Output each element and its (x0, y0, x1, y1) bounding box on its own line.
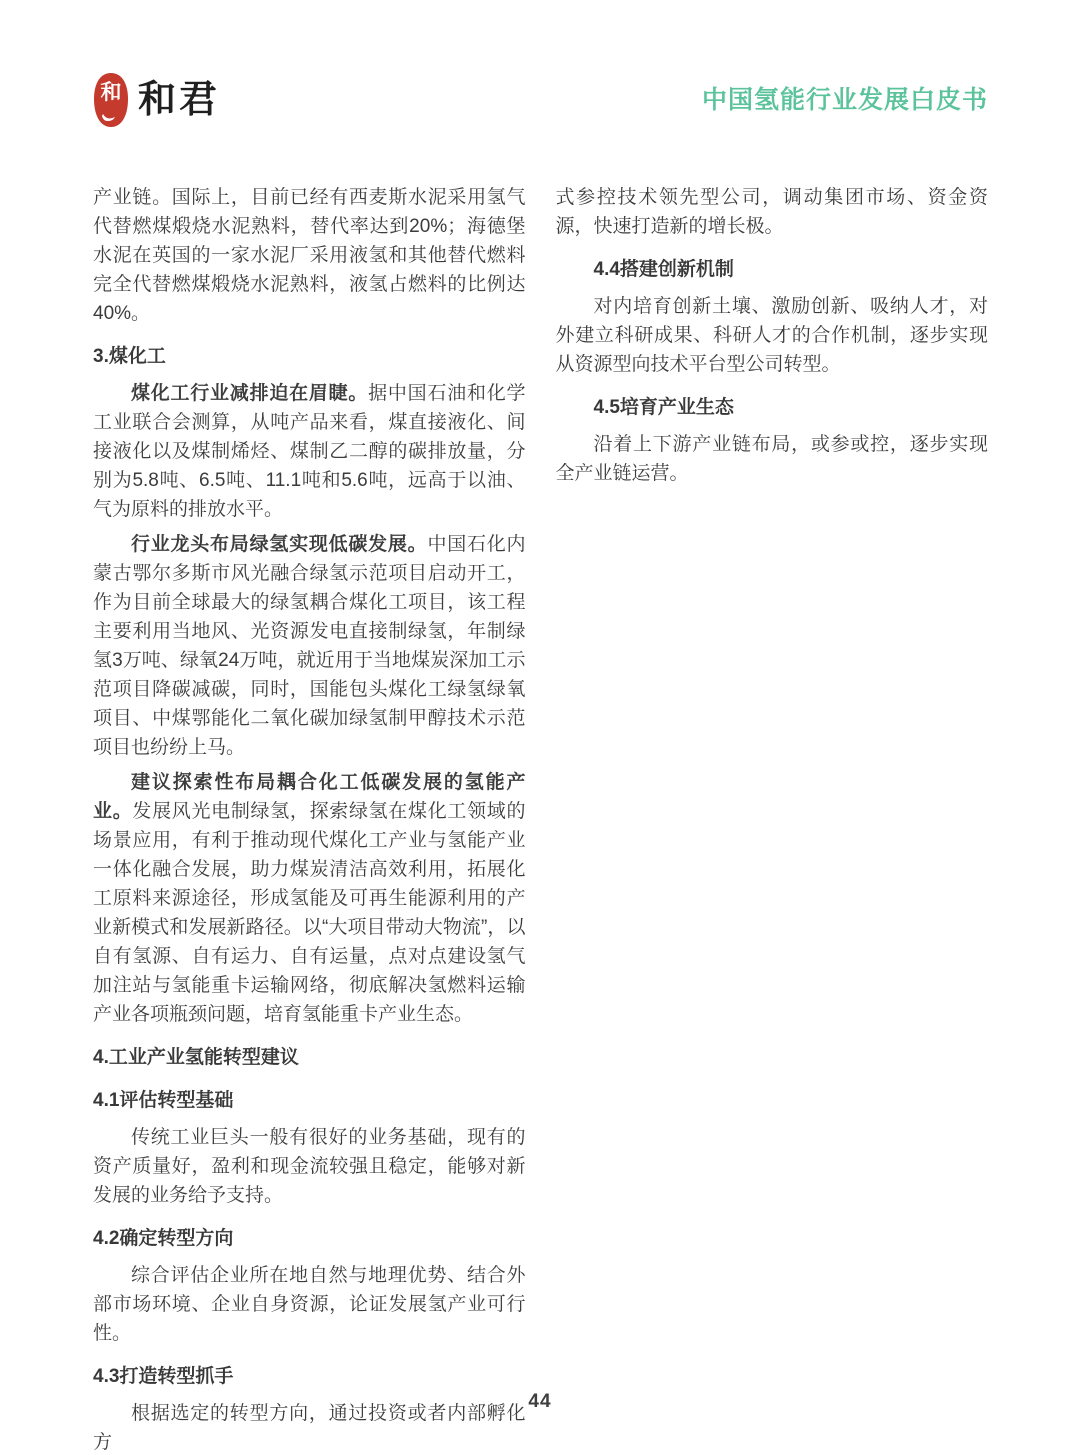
left-column (93, 183, 526, 1455)
section-heading-transition-advice: 4.工业产业氢能转型建议 (93, 1047, 299, 1068)
paragraph (93, 379, 526, 524)
paragraph: 传统工业巨头一般有很好的业务基础，现有的资产质量好，盈利和现金流较强且稳定，能够对新发展的业务给予支持。 (93, 1127, 526, 1206)
paragraph (93, 530, 526, 762)
logo-brand-text: 和君 (138, 79, 221, 121)
section-heading-coal-chemical: 3.煤化工 (93, 346, 166, 367)
section-heading-4-1: 4.1评估转型基础 (93, 1090, 234, 1111)
page-footer (0, 1391, 1080, 1413)
document-title: 中国氢能行业发展白皮书 (701, 85, 988, 114)
seal-character: 和 (100, 81, 122, 104)
page-header (93, 72, 988, 128)
right-column (556, 183, 989, 1455)
paragraph: 综合评估企业所在地自然与地理优势、结合外部市场环境、企业自身资源，论证发展氢产业可行性。 (93, 1265, 526, 1344)
hejun-logo (93, 72, 220, 128)
section-heading-4-4: 4.4搭建创新机制 (593, 259, 734, 280)
content-columns (93, 183, 988, 1455)
paragraph-bold-lead: 行业龙头布局绿氢实现低碳发展。 (131, 534, 428, 555)
paragraph-continuation: 式参控技术领先型公司，调动集团市场、资金资源，快速打造新的增长极。 (555, 187, 988, 237)
paragraph: 根据选定的转型方向，通过投资或者内部孵化方 (93, 1403, 526, 1453)
paragraph-bold-lead: 煤化工行业减排迫在眉睫。 (131, 383, 369, 404)
paragraph-text: 发展风光电制绿氢，探索绿氢在煤化工领域的场景应用，有利于推动现代煤化工产业与氢能产业一体化融合发展，助力煤炭清洁高效利用，拓展化工原料来源途径，形成氢能及可再生能源利用的产业新模式和发展新路径。以“大项目带动大物流”，以自有氢源、自有运力、自有运量，点对点建设氢气加注站与氢能重卡运输网络，彻底解决氢燃料运输产业各项瓶颈问题，培育氢能重卡产业生态。 (93, 801, 526, 1025)
paragraph-text: 据中国石油和化学工业联合会测算，从吨产品来看，煤直接液化、间接液化以及煤制烯烃、煤制乙二醇的碳排放量，分别为5.8吨、6.5吨、11.1吨和5.6吨，远高于以油、气为原料的排放水平。 (93, 383, 526, 520)
paragraph: 沿着上下游产业链布局，或参或控，逐步实现全产业链运营。 (555, 434, 988, 484)
section-heading-4-5: 4.5培育产业生态 (593, 397, 734, 418)
paragraph-bold-lead: 建议探索性布局耦合化工低碳发展的氢能产业。 (93, 772, 526, 822)
logo-seal-icon (93, 72, 129, 128)
paragraph-text: 中国石化内蒙古鄂尔多斯市风光融合绿氢示范项目启动开工，作为目前全球最大的绿氢耦合煤化工项目，该工程主要利用当地风、光资源发电直接制绿氢，年制绿氢3万吨、绿氧24万吨，就近用于当地煤炭深加工示范项目降碳减碳，同时，国能包头煤化工绿氢绿氧项目、中煤鄂能化二氧化碳加绿氢制甲醇技术示范项目也纷纷上马。 (93, 534, 526, 758)
section-heading-4-2: 4.2确定转型方向 (93, 1228, 234, 1249)
paragraph: 对内培育创新土壤、激励创新、吸纳人才，对外建立科研成果、科研人才的合作机制，逐步实现从资源型向技术平台型公司转型。 (555, 296, 988, 375)
paragraph (93, 768, 526, 1029)
section-heading-4-3: 4.3打造转型抓手 (93, 1366, 234, 1387)
page-number: 44 (528, 1391, 552, 1412)
paragraph-continuation: 产业链。国际上，目前已经有西麦斯水泥采用氢气代替燃煤煅烧水泥熟料，替代率达到20%；海德堡水泥在英国的一家水泥厂采用液氢和其他替代燃料完全代替燃煤煅烧水泥熟料，液氢占燃料的比例达40%。 (93, 187, 526, 324)
